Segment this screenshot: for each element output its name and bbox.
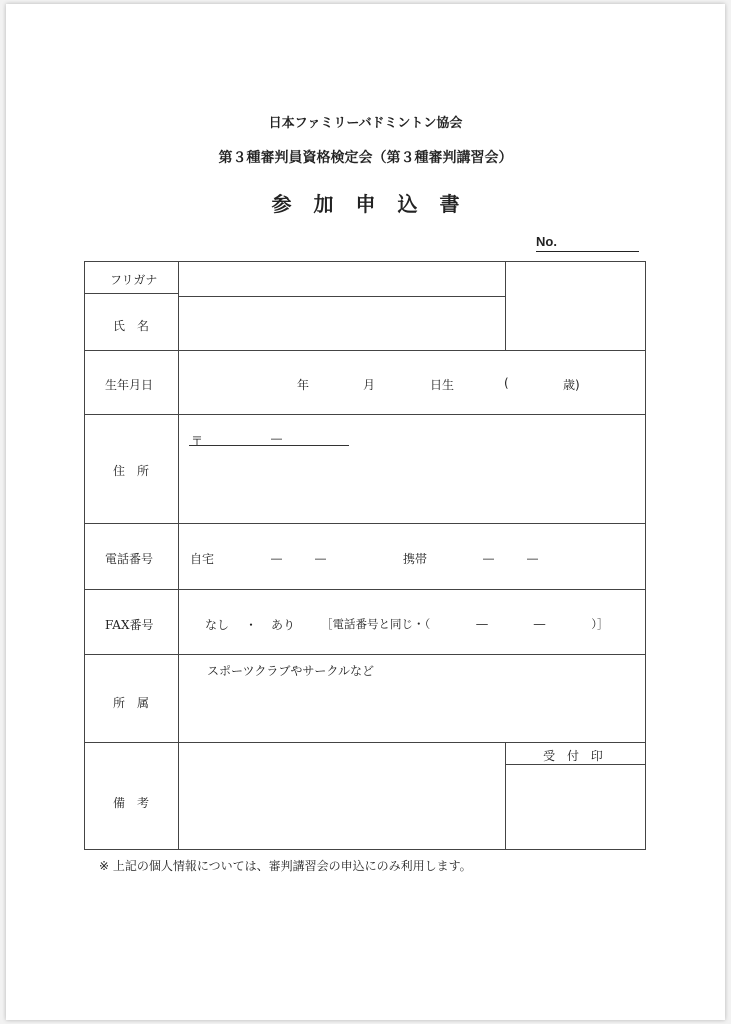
phone-mobile-label: 携帯 bbox=[403, 552, 428, 566]
postal-dash: ― bbox=[271, 432, 282, 445]
phone-home-label: 自宅 bbox=[190, 552, 215, 566]
postal-mark: 〒 bbox=[191, 434, 204, 448]
fax-label: FAX番号 bbox=[105, 618, 154, 632]
organization-name: 日本ファミリーバドミントン協会 bbox=[268, 116, 463, 131]
birth-age-open: ( bbox=[504, 376, 509, 390]
affiliation-input[interactable] bbox=[185, 680, 639, 738]
stamp-header-line bbox=[505, 764, 645, 765]
birth-year-unit: 年 bbox=[297, 378, 310, 392]
furigana-input[interactable] bbox=[185, 266, 499, 292]
furigana-label: フリガナ bbox=[110, 273, 158, 287]
row-line-fax bbox=[85, 654, 645, 655]
row-line-furigana bbox=[179, 296, 505, 297]
fax-yes-option[interactable]: あり bbox=[271, 618, 296, 632]
stamp-box bbox=[511, 770, 639, 844]
row-line-name bbox=[85, 350, 645, 351]
address-input[interactable] bbox=[185, 454, 639, 518]
phone-home-dashes[interactable]: ― ― bbox=[271, 552, 326, 565]
affiliation-label: 所 属 bbox=[113, 696, 150, 710]
privacy-note: ※ 上記の個人情報については、審判講習会の申込にのみ利用します。 bbox=[99, 859, 472, 873]
fax-none-option[interactable]: なし bbox=[205, 618, 230, 632]
fax-separator: ・ bbox=[245, 618, 258, 632]
row-line-birth bbox=[85, 414, 645, 415]
fax-detail: ［電話番号と同じ・（ ― ― ）］ bbox=[321, 617, 609, 631]
affiliation-hint: スポーツクラブやサークルなど bbox=[207, 664, 375, 678]
photo-box-divider bbox=[505, 262, 506, 350]
name-input[interactable] bbox=[185, 302, 499, 346]
photo-box bbox=[511, 266, 639, 346]
document-subtitle: 第３種審判員資格検定会（第３種審判講習会） bbox=[218, 150, 513, 166]
row-line-furigana-label bbox=[85, 293, 179, 294]
birth-month-unit: 月 bbox=[363, 378, 376, 392]
phone-label: 電話番号 bbox=[105, 552, 154, 566]
number-field[interactable] bbox=[536, 251, 639, 252]
application-form bbox=[84, 261, 646, 850]
row-line-affiliation bbox=[85, 742, 645, 743]
row-line-phone bbox=[85, 589, 645, 590]
name-label: 氏 名 bbox=[113, 319, 150, 333]
birth-date-label: 生年月日 bbox=[105, 378, 154, 392]
row-line-address bbox=[85, 523, 645, 524]
remarks-input[interactable] bbox=[185, 748, 499, 844]
remarks-label: 備 考 bbox=[113, 796, 150, 810]
document-title: 参加申込書 bbox=[271, 192, 482, 216]
address-label: 住 所 bbox=[113, 464, 150, 478]
birth-day-unit: 日生 bbox=[430, 378, 455, 392]
birth-age-close: 歳) bbox=[563, 378, 580, 392]
number-label: No. bbox=[536, 234, 557, 249]
document-page bbox=[6, 4, 725, 1020]
stamp-label: 受 付 印 bbox=[543, 749, 607, 763]
postal-code-underline[interactable] bbox=[189, 445, 349, 446]
phone-mobile-dashes[interactable]: ― ― bbox=[483, 552, 538, 565]
